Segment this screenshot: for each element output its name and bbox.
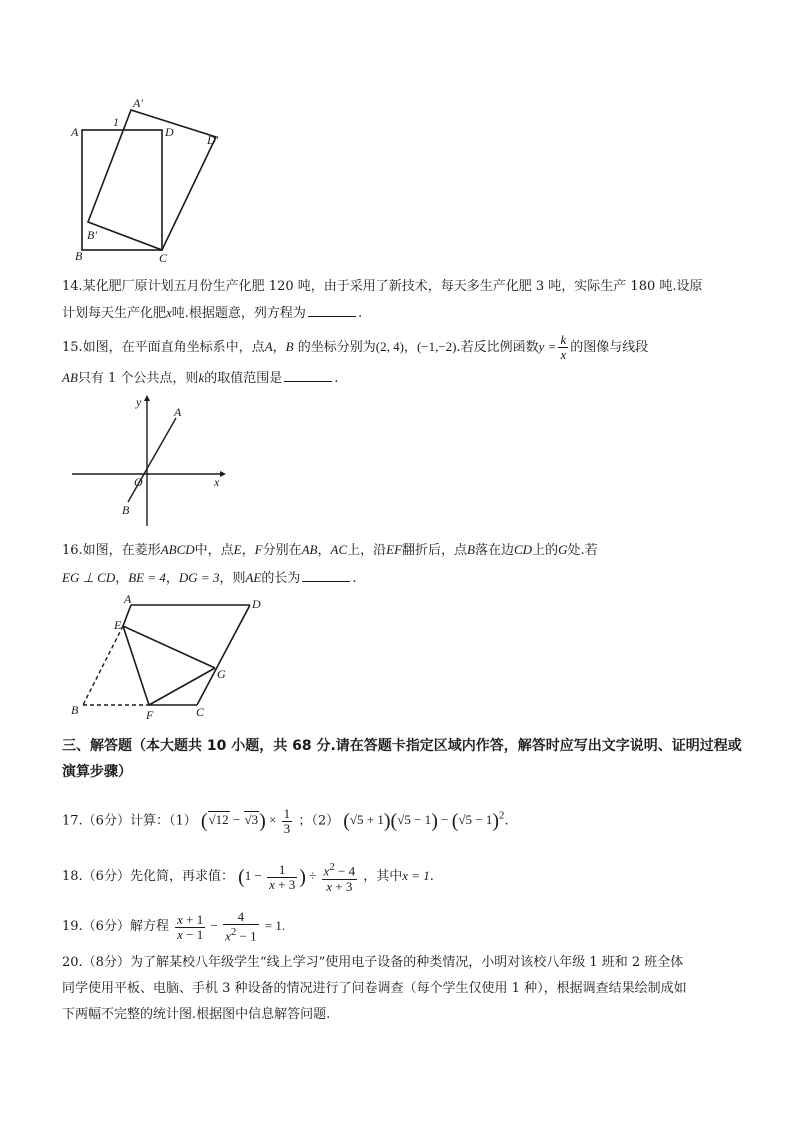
q14-line2: 计划每天生产化肥x吨.根据题意，列方程为 . [62, 300, 703, 327]
side-ae [123, 605, 131, 626]
q16-line1: 16.如图，在菱形ABCD中，点E，F分别在AB，AC上，沿EF翻折后，点B落在边CD上的G处.若 [62, 542, 598, 558]
dashed-eb [83, 626, 123, 705]
answer-blank-14[interactable] [308, 302, 356, 317]
q16-line2: EG ⊥ CD，BE = 4，DG = 3，则AE的长为 . [62, 564, 598, 592]
label-g: G [217, 667, 226, 681]
rectangle-a-prime [88, 110, 216, 250]
expression-17-2: $(√5 + 1)(√5 - 1) - (√5 - 1)^2$ [343, 810, 505, 833]
label-a-prime: A' [133, 96, 143, 110]
question-17: 17.（6分）计算：（1） (√12 − √3) × $\frac{1}{3}$ ；（2） $(√5 + 1)(√5 - 1) - (√5 - 1)^2$. [62, 805, 509, 836]
x-axis-arrow [220, 471, 226, 477]
answer-blank-15[interactable] [284, 367, 332, 382]
q20-line3: 下两幅不完整的统计图.根据图中信息解答问题. [62, 1007, 331, 1022]
q14-line1: 14.某化肥厂原计划五月份生产化肥 120 吨，由于采用了新技术，每天多生产化肥 3 吨，实际生产 180 吨.设原 [62, 279, 703, 294]
question-14 [62, 274, 703, 327]
label-o: O [134, 475, 143, 489]
label-b-prime: B' [87, 228, 97, 242]
fraction-k-over-x: $\frac{k}{x}$ [560, 332, 567, 362]
segment-eg [123, 626, 215, 668]
q20-line2: 同学使用平板、电脑、手机 3 种设备的情况进行了问卷调查（每个学生仅使用 1 种），根据调查结果绘制成如 [62, 981, 687, 996]
label-y: y [136, 395, 142, 409]
expression-17-1: (√12 − √3) × $\frac{1}{3}$ [200, 805, 291, 836]
label-a: A [174, 405, 182, 419]
label-b: B [75, 249, 83, 263]
side-dc [197, 605, 250, 705]
label-x: x [214, 475, 220, 489]
label-e: E [114, 618, 122, 632]
question-16 [62, 536, 598, 592]
label-angle-1: 1 [113, 115, 119, 129]
label-c: C [159, 251, 168, 265]
label-a: A [71, 125, 79, 139]
expression-19: $\frac{x + 1}{x - 1}$ − $\frac{4}{x^2 - 1}$ [177, 909, 257, 944]
question-15 [62, 332, 648, 394]
q20-line1: 20.（8分）为了解某校八年级学生“线上学习”使用电子设备的种类情况，小明对该校八年级 1 班和 2 班全体 [62, 955, 684, 970]
figure-14-rectangle-rotation [66, 94, 236, 266]
label-d: D [252, 597, 261, 611]
q15-line1: 15.如图，在平面直角坐标系中，点A，B 的坐标分别为(2, 4)，(−1,−2).若反比例函数y = $\frac{k}{x}$ 的图像与线段 [62, 332, 649, 362]
expression-18: (1 − $\frac{1}{x + 3}$ ) ÷ $\frac{x^2 - 4}{x + 3}$ [238, 861, 356, 894]
label-a: A [124, 592, 132, 606]
section-3-heading: 三、解答题（本大题共 10 小题，共 68 分.请在答题卡指定区域内作答，解答时应写出文字说明、证明过程或演算步骤） [62, 738, 742, 780]
label-b: B [122, 503, 130, 517]
label-f: F [146, 708, 154, 722]
segment-ab [128, 418, 176, 502]
label-d-prime: D' [207, 133, 219, 147]
q15-line2: AB只有 1 个公共点，则k的取值范围是 . [62, 363, 648, 394]
answer-blank-16[interactable] [302, 567, 350, 582]
segment-ef [123, 626, 149, 705]
question-20 [62, 950, 687, 1028]
question-18: 18.（6分）先化简，再求值： (1 − $\frac{1}{x + 3}$ ) ÷ $\frac{x^2 - 4}{x + 3}$ ，其中x = 1. [62, 861, 434, 894]
question-19: 19.（6分）解方程 $\frac{x + 1}{x - 1}$ − $\frac{4}{x^2 - 1}$ = 1. [62, 909, 286, 944]
label-d: D [165, 125, 174, 139]
figure-16-rhombus-fold [66, 592, 276, 722]
label-c: C [196, 705, 205, 719]
figure-15-coordinate-plane [68, 394, 228, 528]
label-b: B [71, 703, 79, 717]
segment-gf [149, 668, 215, 705]
y-axis-arrow [144, 395, 150, 401]
